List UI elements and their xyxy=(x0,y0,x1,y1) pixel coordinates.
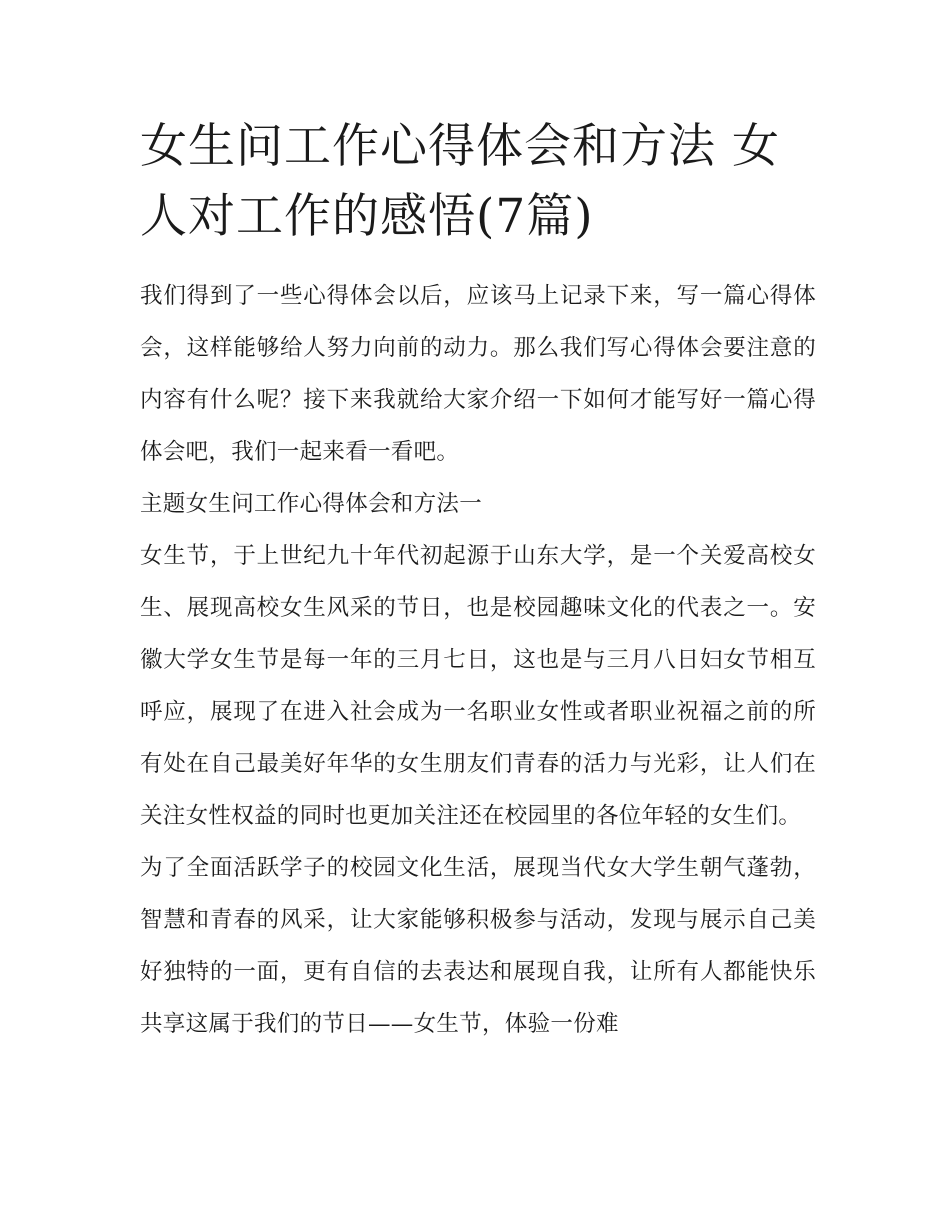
document-page xyxy=(140,112,816,1050)
paragraph-intro: 我们得到了一些心得体会以后，应该马上记录下来，写一篇心得体会，这样能够给人努力向前的动力。那么我们写心得体会要注意的内容有什么呢？接下来我就给大家介绍一下如何才能写好一篇心得体会吧，我们一起来看一看吧。 xyxy=(140,283,816,465)
section-heading: 主题女生问工作心得体会和方法一 xyxy=(140,491,483,517)
document-body xyxy=(140,270,816,1050)
paragraph-background: 女生节，于上世纪九十年代初起源于山东大学，是一个关爱高校女生、展现高校女生风采的节日，也是校园趣味文化的代表之一。安徽大学女生节是每一年的三月七日，这也是与三月八日妇女节相互呼应，展现了在进入社会成为一名职业女性或者职业祝福之前的所有处在自己最美好年华的女生朋友们青春的活力与光彩，让人们在关注女性权益的同时也更加关注还在校园里的各位年轻的女生们。 xyxy=(140,543,816,829)
paragraph-purpose: 为了全面活跃学子的校园文化生活，展现当代女大学生朝气蓬勃，智慧和青春的风采，让大家能够积极参与活动，发现与展示自己美好独特的一面，更有自信的去表达和展现自我，让所有人都能快乐共享这属于我们的节日——女生节，体验一份难 xyxy=(140,855,816,1037)
document-title: 女生问工作心得体会和方法 女人对工作的感悟(7篇) xyxy=(140,119,780,244)
